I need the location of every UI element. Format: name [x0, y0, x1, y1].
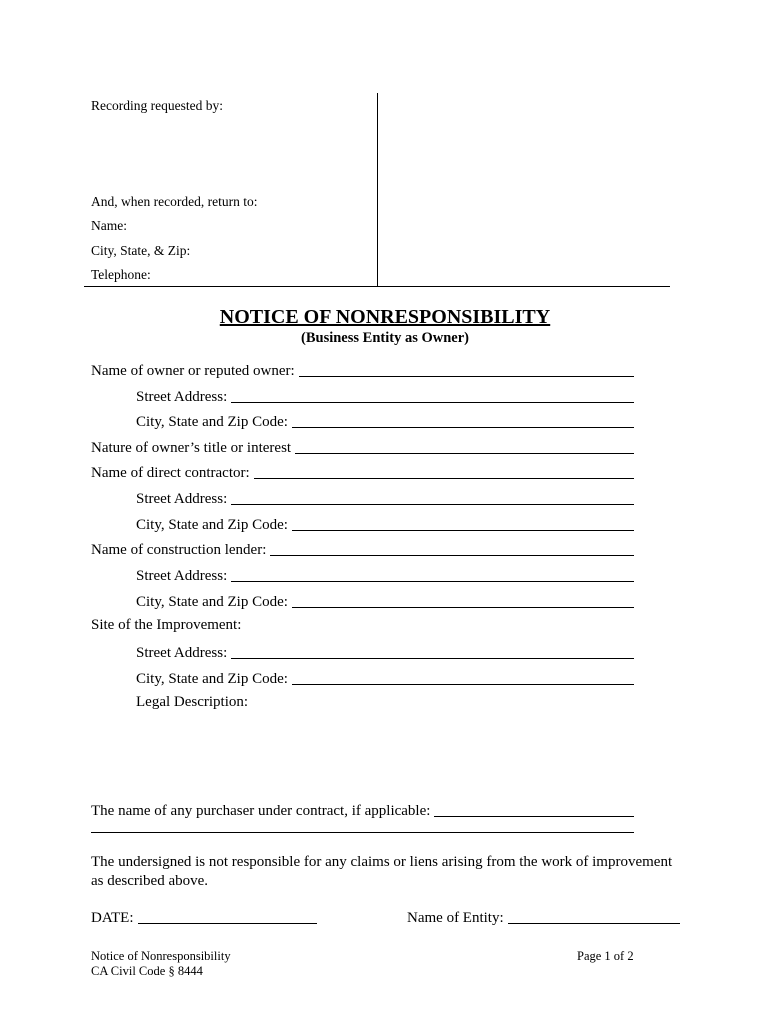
contractor-city-label: City, State and Zip Code:	[136, 517, 288, 533]
entity-name-line[interactable]	[508, 922, 680, 924]
purchaser-line-continued[interactable]	[91, 832, 634, 833]
entity-name-label: Name of Entity:	[407, 910, 504, 926]
contractor-street-field[interactable]	[136, 486, 634, 508]
lender-street-line[interactable]	[231, 580, 634, 582]
footer-page-number: Page 1 of 2	[577, 949, 634, 963]
return-telephone-label: Telephone:	[91, 267, 151, 282]
owner-name-field[interactable]	[91, 358, 634, 380]
recording-divider-horizontal	[84, 286, 670, 287]
purchaser-field[interactable]	[91, 798, 634, 820]
contractor-street-line[interactable]	[231, 503, 634, 505]
site-city-label: City, State and Zip Code:	[136, 671, 288, 687]
site-city-line[interactable]	[292, 683, 634, 685]
site-street-label: Street Address:	[136, 645, 228, 661]
date-line[interactable]	[138, 922, 318, 924]
owner-name-label: Name of owner or reputed owner:	[91, 363, 295, 379]
purchaser-line[interactable]	[434, 815, 634, 817]
owner-city-label: City, State and Zip Code:	[136, 414, 288, 430]
lender-name-field[interactable]	[91, 537, 634, 559]
site-street-line[interactable]	[231, 657, 634, 659]
lender-name-label: Name of construction lender:	[91, 542, 267, 558]
owner-interest-label: Nature of owner’s title or interest	[91, 440, 292, 456]
site-city-field[interactable]	[136, 666, 634, 688]
contractor-city-line[interactable]	[292, 529, 634, 531]
owner-city-field[interactable]	[136, 409, 634, 431]
contractor-street-label: Street Address:	[136, 491, 228, 507]
lender-name-line[interactable]	[270, 554, 634, 556]
lender-city-label: City, State and Zip Code:	[136, 594, 288, 610]
recording-requested-label: Recording requested by:	[91, 98, 223, 113]
lender-city-line[interactable]	[292, 606, 634, 608]
contractor-city-field[interactable]	[136, 512, 634, 534]
entity-name-field[interactable]	[407, 905, 680, 927]
owner-interest-line[interactable]	[295, 452, 634, 454]
contractor-name-field[interactable]	[91, 460, 634, 482]
site-heading: Site of the Improvement:	[91, 617, 242, 633]
recording-divider-vertical	[377, 93, 378, 286]
contractor-name-line[interactable]	[254, 477, 634, 479]
footer-document-name: Notice of Nonresponsibility	[91, 949, 231, 963]
document-title: NOTICE OF NONRESPONSIBILITY	[219, 306, 551, 328]
owner-city-line[interactable]	[292, 426, 634, 428]
date-label: DATE:	[91, 910, 134, 926]
document-subtitle: (Business Entity as Owner)	[301, 330, 469, 346]
return-city-label: City, State, & Zip:	[91, 243, 191, 258]
nonresponsibility-statement: The undersigned is not responsible for any claims or liens arising from the work of improvement as described above.	[91, 854, 673, 889]
site-street-field[interactable]	[136, 640, 634, 662]
return-name-label: Name:	[91, 218, 127, 233]
return-to-label: And, when recorded, return to:	[91, 194, 258, 209]
contractor-name-label: Name of direct contractor:	[91, 465, 250, 481]
owner-interest-field[interactable]	[91, 435, 634, 457]
lender-city-field[interactable]	[136, 589, 634, 611]
owner-street-field[interactable]	[136, 384, 634, 406]
lender-street-field[interactable]	[136, 563, 634, 585]
date-field[interactable]	[91, 905, 317, 927]
lender-street-label: Street Address:	[136, 568, 228, 584]
owner-street-label: Street Address:	[136, 389, 228, 405]
owner-name-line[interactable]	[299, 375, 634, 377]
legal-description-label: Legal Description:	[136, 694, 249, 710]
owner-street-line[interactable]	[231, 401, 634, 403]
footer-civil-code: CA Civil Code § 8444	[91, 964, 203, 978]
purchaser-label: The name of any purchaser under contract, if applicable:	[91, 803, 431, 819]
